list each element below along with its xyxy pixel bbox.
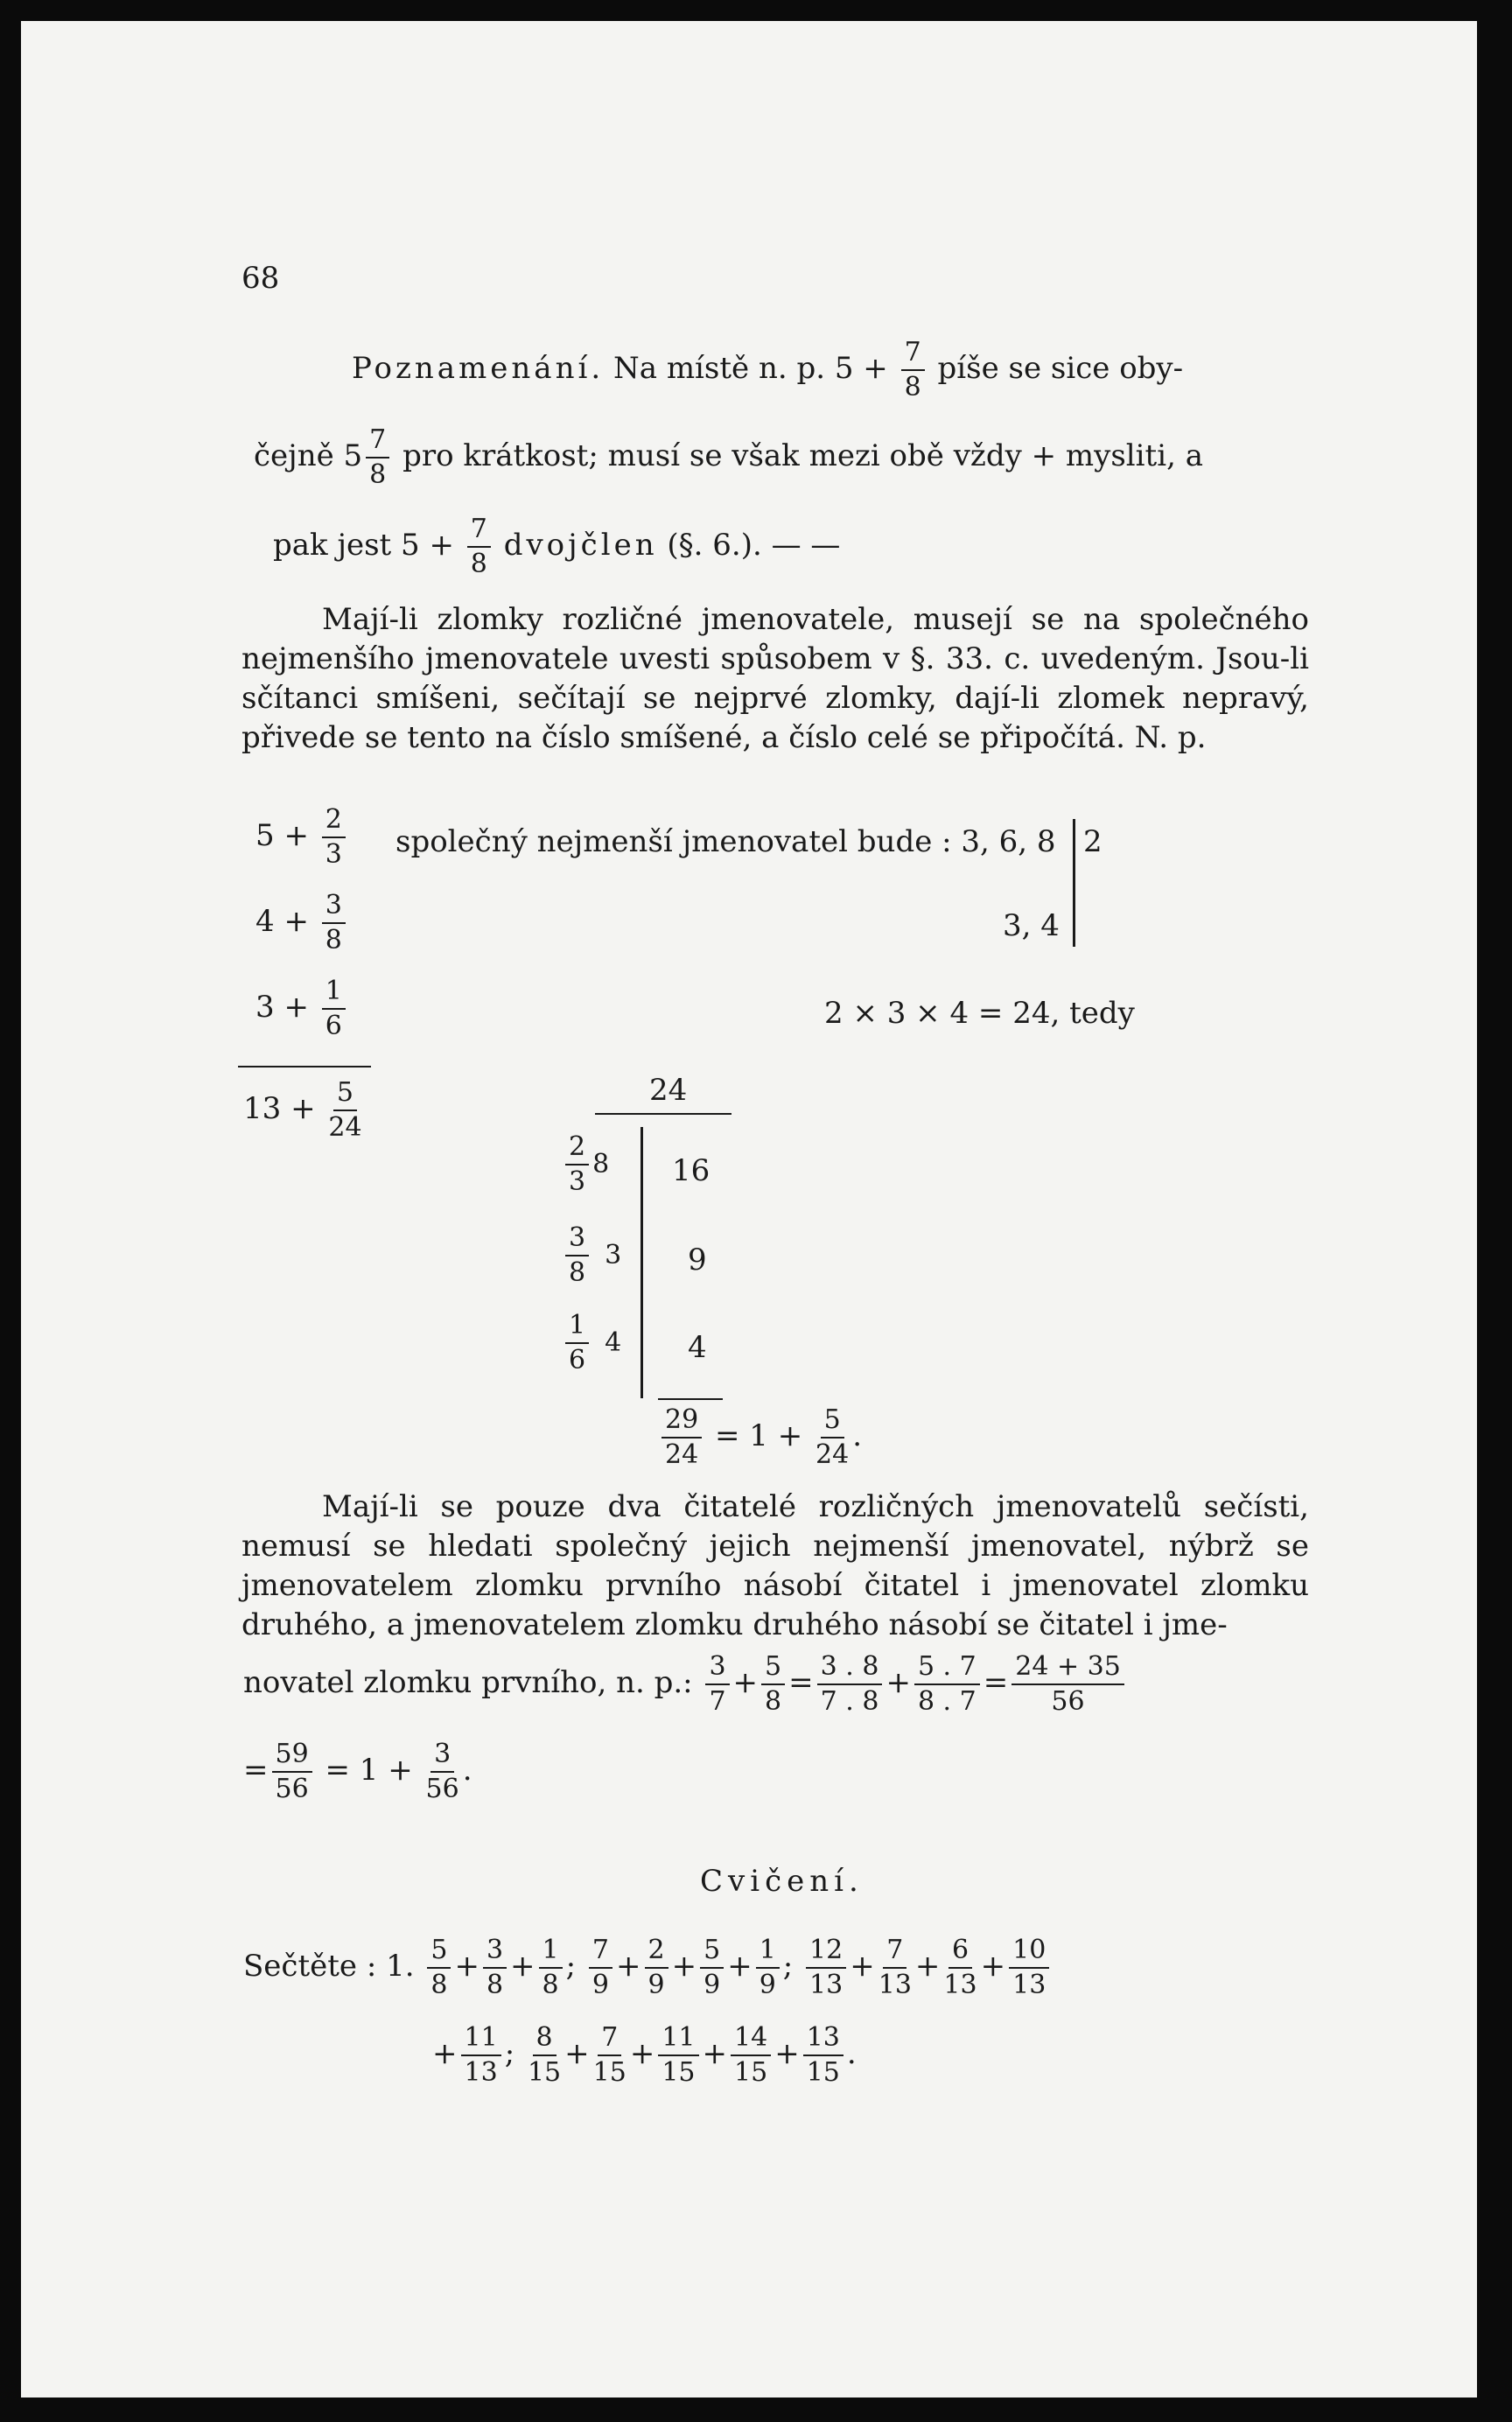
fraction: [705, 1650, 729, 1718]
fraction: [322, 803, 346, 872]
table-value-3: 4: [688, 1330, 707, 1365]
fraction: [426, 1738, 459, 1806]
denominator: 56: [425, 1774, 459, 1804]
whole: 5 +: [256, 818, 309, 853]
numerator: 3: [430, 1738, 454, 1773]
whole: 3 +: [256, 990, 309, 1025]
fraction: [593, 2021, 626, 2090]
multiplier: 3: [605, 1240, 622, 1270]
table-sum-rule: [658, 1398, 723, 1400]
note-line-3: [273, 513, 840, 581]
fraction: [662, 1404, 702, 1472]
denominator: 13: [943, 1970, 977, 2000]
sum-rule: [238, 1066, 371, 1068]
denominator: 6: [569, 1345, 586, 1376]
fraction: [803, 2021, 844, 2090]
fraction: [914, 1650, 980, 1718]
denominator: 56: [275, 1774, 309, 1804]
fraction: [756, 1934, 780, 2002]
denominator: 6: [325, 1011, 342, 1041]
fraction: [565, 1130, 589, 1199]
fraction: [565, 1309, 589, 1377]
note-l3-c: (§. 6.). — —: [667, 528, 841, 563]
denominator: 15: [592, 2057, 626, 2088]
denominator: 8: [904, 372, 921, 402]
example-row-2: [256, 889, 349, 957]
fraction: [878, 1934, 912, 2002]
example-row-1: [256, 803, 349, 872]
numerator: 8: [533, 2021, 556, 2056]
equals-text: = 1 +: [325, 1753, 413, 1788]
numerator: 2: [322, 803, 346, 838]
denominator: 13: [809, 1970, 844, 2000]
numerator: 7: [589, 1934, 612, 1969]
fraction: [322, 975, 346, 1043]
numerator: 5: [333, 1076, 357, 1111]
numerator: 7: [598, 2021, 621, 2056]
numerator: 6: [948, 1934, 972, 1969]
operator: +: [629, 2036, 655, 2071]
formula-line: novatel zlomku prvního, n. p.: $\frac{3}{7}$ + $\frac{5}{8}$ = $\frac{3 . 8}{7 . 8}$ + $\frac{5 . 7}{8 . 7}$ = $\frac{24 + 35}{56}$: [243, 1650, 1128, 1718]
denominator: 8: [569, 1257, 586, 1288]
fraction: [461, 2021, 501, 2090]
table-row-2: [562, 1222, 621, 1290]
note-l1-a: Na místě n. p. 5 +: [612, 351, 888, 386]
page-number: 68: [242, 261, 280, 296]
numerator: 7: [901, 336, 925, 371]
denominator: 9: [704, 1970, 721, 2000]
equals-text: = 1 +: [715, 1418, 803, 1453]
operator: +: [454, 1949, 480, 1984]
fraction: [589, 1934, 612, 2002]
fraction: [761, 1650, 785, 1718]
operator: +: [510, 1949, 536, 1984]
denominator: 9: [759, 1970, 776, 2000]
numerator: 29: [662, 1404, 702, 1438]
denominator: 7: [709, 1686, 726, 1717]
lcd-divider: [1073, 819, 1075, 947]
numerator: 12: [806, 1934, 846, 1969]
numerator: 1: [565, 1309, 589, 1344]
fraction: [901, 336, 925, 404]
numerator: 11: [658, 2021, 698, 2056]
denominator: 3: [569, 1166, 586, 1197]
numerator: 59: [272, 1738, 312, 1773]
operator: +: [702, 2036, 728, 2071]
denominator: 8: [369, 459, 387, 490]
table-row-3: [562, 1309, 621, 1377]
denominator: 9: [648, 1970, 665, 2000]
numerator: 7: [883, 1934, 906, 1969]
denominator: 3: [325, 839, 342, 870]
example-sum: [243, 1076, 366, 1144]
fraction: [272, 1738, 312, 1806]
formula-result: = $\frac{59}{56}$ = 1 + $\frac{3}{56}$ .: [243, 1739, 472, 1804]
numerator: 7: [366, 424, 389, 458]
multiplier: 4: [605, 1327, 622, 1358]
operator: ;: [565, 1949, 585, 1984]
denominator: 15: [806, 2057, 840, 2088]
exercise-fractions: [424, 1935, 1053, 2000]
fraction: [806, 1934, 846, 2002]
note-term: dvojčlen: [503, 528, 658, 563]
fraction: [366, 424, 389, 492]
fraction: [817, 1650, 883, 1718]
fraction: [700, 1934, 724, 2002]
exercises-heading: Cvičení.: [700, 1864, 864, 1899]
note-l2-a: čejně 5: [254, 438, 363, 473]
operator: +: [914, 1949, 941, 1984]
table-value-2: 9: [688, 1242, 707, 1278]
denominator: 15: [662, 2057, 696, 2088]
fraction: [645, 1934, 668, 2002]
multiplier: 8: [592, 1149, 610, 1180]
numerator: 1: [322, 975, 346, 1010]
lcd-divisor: 2: [1083, 824, 1102, 859]
table-value-1: 16: [672, 1153, 710, 1188]
denominator: 24: [328, 1112, 362, 1143]
note-line-2: [254, 424, 1203, 492]
denominator: 15: [527, 2057, 562, 2088]
exercise-line-1: [243, 1934, 1053, 2002]
numerator: 5: [761, 1650, 785, 1685]
table-head-rule: [595, 1113, 732, 1115]
denominator: 8: [430, 1970, 448, 2000]
operator: +: [727, 1949, 752, 1984]
fraction: [328, 1076, 361, 1144]
numerator: 3: [705, 1650, 729, 1685]
numerator: 3: [483, 1934, 507, 1969]
numerator: 5: [821, 1404, 844, 1438]
denominator: 24: [665, 1439, 699, 1470]
whole: 13 +: [243, 1091, 316, 1126]
note-l1-b: píše se sice oby-: [937, 351, 1184, 386]
table-divider: [640, 1127, 643, 1398]
numerator: 14: [731, 2021, 771, 2056]
numerator: 2: [565, 1130, 589, 1166]
note-line-1: [352, 336, 1183, 404]
operator: ;: [504, 2036, 524, 2071]
fraction: [1012, 1650, 1124, 1718]
lcd-text: společný nejmenší jmenovatel bude : 3, 6, 8: [396, 824, 1056, 859]
fraction: [483, 1934, 507, 2002]
fraction: [943, 1934, 976, 2002]
operator: +: [616, 1949, 641, 1984]
numerator: 7: [467, 513, 491, 548]
denominator: 7 . 8: [820, 1686, 879, 1717]
numerator: 24 + 35: [1012, 1650, 1124, 1685]
fraction: [528, 2021, 561, 2090]
fraction: [816, 1404, 849, 1472]
denominator: 56: [1051, 1686, 1085, 1717]
exercise-fractions-cont: [432, 2022, 857, 2088]
table-head: 24: [649, 1073, 688, 1108]
exercise-label: Sečtěte : 1.: [243, 1949, 415, 1984]
paragraph-2: Mají-li se pouze dva čitatelé rozličných jmenovatelů sečísti, nemusí se hledati společný jejich nejmenší jmenovatel, nýbrž se jmenovatelem zlomku prvního násobí čitatel i jmenovatel zlomku druhého, a jmenovatelem zlomku druhého násobí se čitatel i jme-: [242, 1489, 1309, 1642]
numerator: 10: [1009, 1934, 1049, 1969]
numerator: 13: [803, 2021, 844, 2056]
denominator: 8: [542, 1970, 559, 2000]
fraction: [1009, 1934, 1049, 2002]
denominator: 9: [592, 1970, 609, 2000]
operator: .: [846, 2036, 857, 2071]
note-l3-a: pak jest 5 +: [273, 528, 454, 563]
numerator: 1: [539, 1934, 563, 1969]
denominator: 13: [464, 2057, 498, 2088]
whole: 4 +: [256, 904, 309, 939]
operator: +: [850, 1949, 875, 1984]
numerator: 1: [756, 1934, 780, 1969]
numerator: 11: [461, 2021, 501, 2056]
exercise-line-2: [432, 2021, 857, 2090]
operator: +: [432, 2036, 458, 2071]
example-row-3: [256, 975, 349, 1043]
numerator: 5: [700, 1934, 724, 1969]
numerator: 3 . 8: [817, 1650, 883, 1685]
formula-lead: novatel zlomku prvního, n. p.:: [243, 1665, 693, 1700]
fraction: [658, 2021, 698, 2090]
denominator: 8: [765, 1686, 782, 1717]
operator: ;: [782, 1949, 803, 1984]
operator: +: [980, 1949, 1006, 1984]
table-total: $\frac{29}{24}$ = 1 + $\frac{5}{24}$ .: [658, 1404, 862, 1472]
denominator: 13: [878, 1970, 912, 2000]
denominator: 8 . 7: [917, 1686, 976, 1717]
operator: +: [671, 1949, 697, 1984]
denominator: 8: [325, 925, 342, 956]
denominator: 24: [816, 1439, 850, 1470]
fraction: [539, 1934, 563, 2002]
denominator: 8: [486, 1970, 504, 2000]
fraction: [322, 889, 346, 957]
operator: +: [564, 2036, 590, 2071]
table-row-1: [562, 1130, 609, 1199]
lcd-result: 2 × 3 × 4 = 24, tedy: [824, 996, 1135, 1031]
numerator: 5 . 7: [914, 1650, 980, 1685]
note-label: Poznamenání.: [352, 351, 605, 386]
note-l2-b: pro krátkost; musí se však mezi obě vždy + mysliti, a: [402, 438, 1203, 473]
fraction: [467, 513, 491, 581]
fraction: [427, 1934, 451, 2002]
fraction: [731, 2021, 771, 2090]
numerator: 5: [427, 1934, 451, 1969]
numerator: 3: [322, 889, 346, 924]
paragraph-1: Mají-li zlomky rozličné jmenovatele, musejí se na společného nejmenšího jmenovatele uvesti spůsobem v §. 33. c. uvedeným. Jsou-li sčítanci smíšeni, sečítají se nejprvé zlomky, dají-li zlomek nepravý, přivede se tento na číslo smíšené, a číslo celé se připočítá. N. p.: [242, 602, 1309, 755]
operator: +: [774, 2036, 800, 2071]
lcd-row-2: 3, 4: [1003, 908, 1060, 943]
denominator: 13: [1012, 1970, 1046, 2000]
fraction: [565, 1222, 589, 1290]
denominator: 8: [470, 549, 487, 579]
numerator: 3: [565, 1222, 589, 1256]
numerator: 2: [645, 1934, 668, 1969]
denominator: 15: [734, 2057, 768, 2088]
